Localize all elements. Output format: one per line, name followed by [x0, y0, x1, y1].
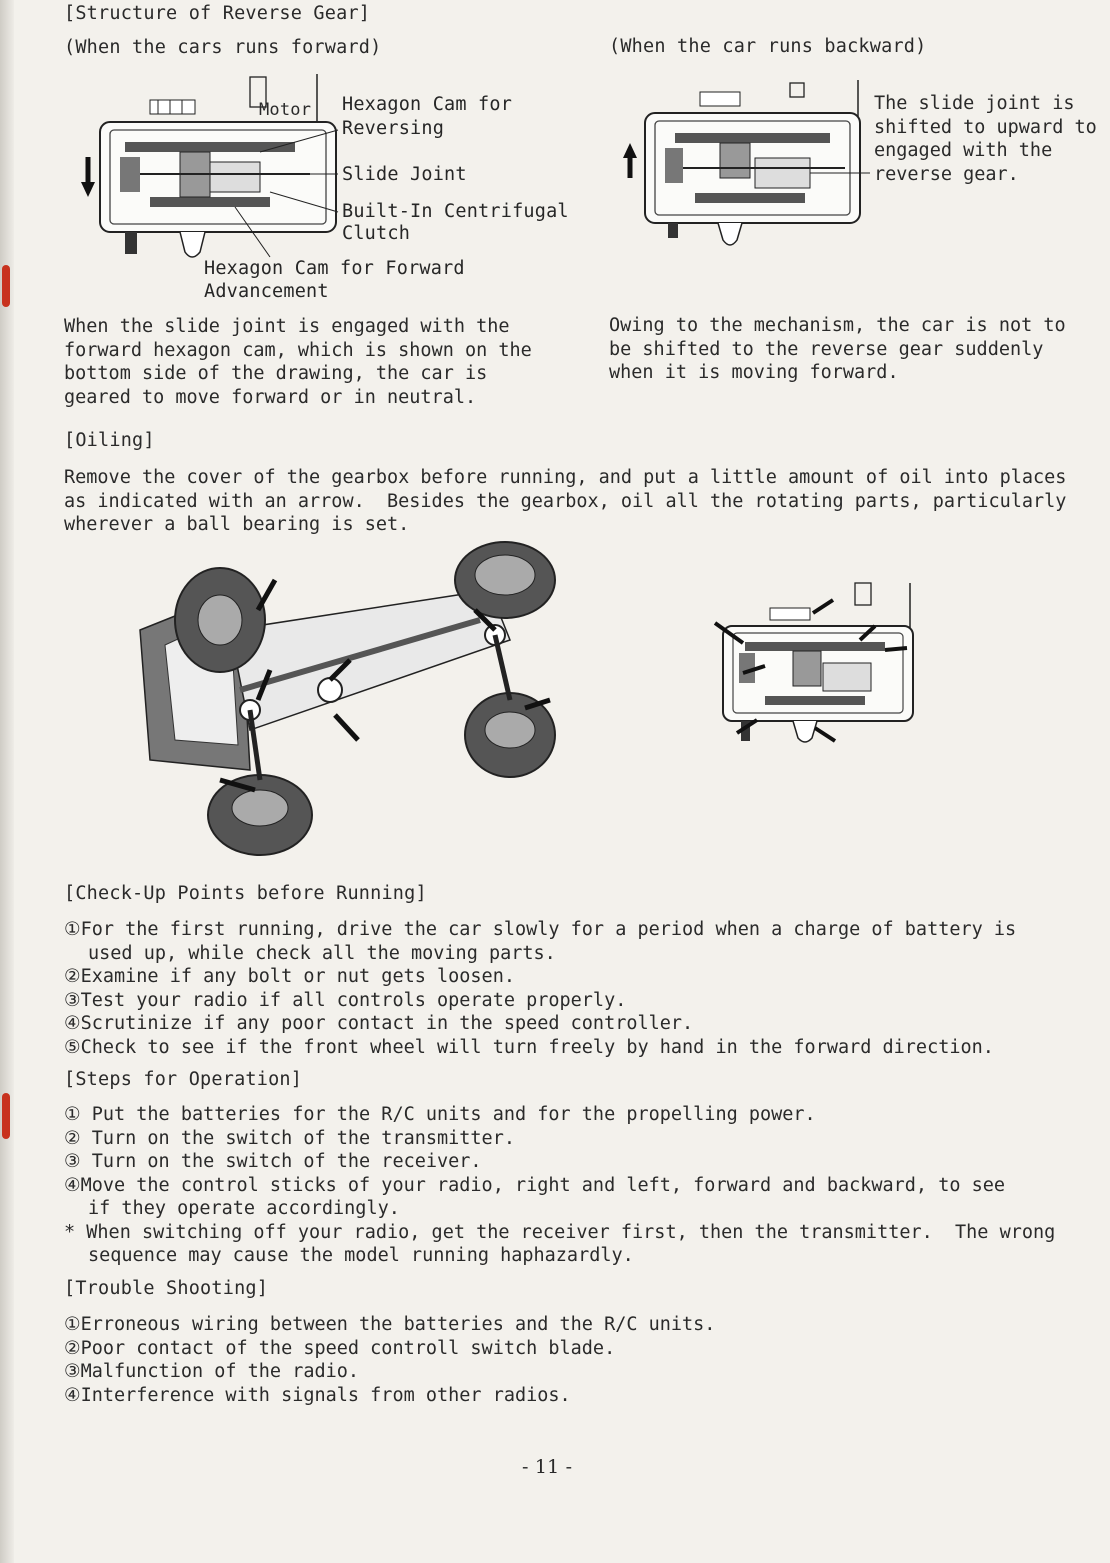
paragraph-line: as indicated with an arrow. Besides the gearbox, oil all the rotating parts, particularly: [64, 490, 1067, 512]
trouble-list: [64, 1313, 715, 1407]
motor-label: Motor: [259, 100, 312, 120]
oiling-text: [64, 466, 1066, 537]
chassis-oiling-illustration: [130, 530, 580, 860]
steps-list: [64, 1103, 1055, 1268]
backward-note-line: engaged with the: [874, 140, 1053, 161]
paragraph-line: forward hexagon cam, which is shown on the: [64, 339, 532, 361]
section-heading-structure: [Structure of Reverse Gear]: [64, 3, 371, 24]
step-item-continuation: if they operate accordingly.: [88, 1198, 400, 1219]
backward-note-line: The slide joint is: [874, 93, 1075, 114]
spine-mark: [2, 1093, 10, 1139]
backward-note-line: shifted to upward to: [874, 116, 1097, 138]
paragraph-line: geared to move forward or in neutral.: [64, 386, 477, 408]
checkup-item-continuation: used up, while check all the moving parts.: [88, 942, 556, 964]
trouble-item: ①Erroneous wiring between the batteries and the R/C units.: [64, 1314, 716, 1335]
paragraph-line: when it is moving forward.: [609, 362, 899, 383]
forward-explanation: [64, 315, 532, 409]
hexagon-cam-forward-label: Hexagon Cam for Forward: [204, 258, 465, 279]
hexagon-cam-reversing-label: Hexagon Cam for: [342, 94, 513, 115]
backward-gearbox-diagram: [620, 78, 880, 258]
forward-caption: (When the cars runs forward): [64, 37, 382, 58]
step-item: ① Put the batteries for the R/C units and for the propelling power.: [64, 1104, 816, 1125]
checkup-item: ③Test your radio if all controls operate properly.: [64, 989, 627, 1011]
spine-mark: [2, 265, 10, 307]
trouble-item: ④Interference with signals from other radios.: [64, 1384, 571, 1406]
checkup-item: ⑤Check to see if the front wheel will turn freely by hand in the forward direction.: [64, 1036, 994, 1058]
centrifugal-clutch-label: Built-In Centrifugal: [342, 201, 569, 222]
backward-explanation: [609, 314, 1066, 385]
page-spine: [0, 0, 14, 1563]
backward-note-line: reverse gear.: [874, 163, 1019, 185]
step-item: ② Turn on the switch of the transmitter.: [64, 1127, 515, 1149]
trouble-item: ②Poor contact of the speed controll switch blade.: [64, 1337, 616, 1359]
centrifugal-clutch-label: Clutch: [342, 223, 411, 244]
paragraph-line: bottom side of the drawing, the car is: [64, 363, 488, 384]
checkup-item: ①For the first running, drive the car slowly for a period when a charge of battery is: [64, 919, 1017, 940]
slide-joint-label: Slide Joint: [342, 164, 467, 185]
hexagon-cam-reversing-label: Reversing: [342, 118, 445, 139]
step-note-continuation: sequence may cause the model running haphazardly.: [88, 1245, 634, 1266]
paragraph-line: Owing to the mechanism, the car is not to: [609, 315, 1066, 336]
section-heading-trouble: [Trouble Shooting]: [64, 1278, 269, 1299]
paragraph-line: Remove the cover of the gearbox before running, and put a little amount of oil into places: [64, 467, 1067, 488]
checkup-item: ②Examine if any bolt or nut gets loosen.: [64, 966, 515, 987]
paragraph-line: wherever a ball bearing is set.: [64, 514, 410, 535]
section-heading-checkup: [Check-Up Points before Running]: [64, 883, 427, 904]
section-heading-oiling: [Oiling]: [64, 430, 155, 451]
step-item: ④Move the control sticks of your radio, right and left, forward and backward, to see: [64, 1174, 1006, 1196]
checkup-item: ④Scrutinize if any poor contact in the speed controller.: [64, 1013, 694, 1034]
checkup-list: [64, 918, 1016, 1059]
page-number: - 11 -: [522, 1456, 573, 1478]
step-item: ③ Turn on the switch of the receiver.: [64, 1151, 482, 1172]
hexagon-cam-forward-label: Advancement: [204, 281, 329, 302]
paragraph-line: be shifted to the reverse gear suddenly: [609, 338, 1044, 360]
backward-caption: (When the car runs backward): [609, 36, 927, 57]
gearbox-oiling-diagram: [705, 578, 925, 748]
paragraph-line: When the slide joint is engaged with the: [64, 316, 510, 337]
section-heading-steps: [Steps for Operation]: [64, 1069, 303, 1090]
step-note: * When switching off your radio, get the receiver first, then the transmitter. The wrong: [64, 1221, 1056, 1243]
backward-note: [874, 92, 1097, 186]
trouble-item: ③Malfunction of the radio.: [64, 1361, 360, 1382]
